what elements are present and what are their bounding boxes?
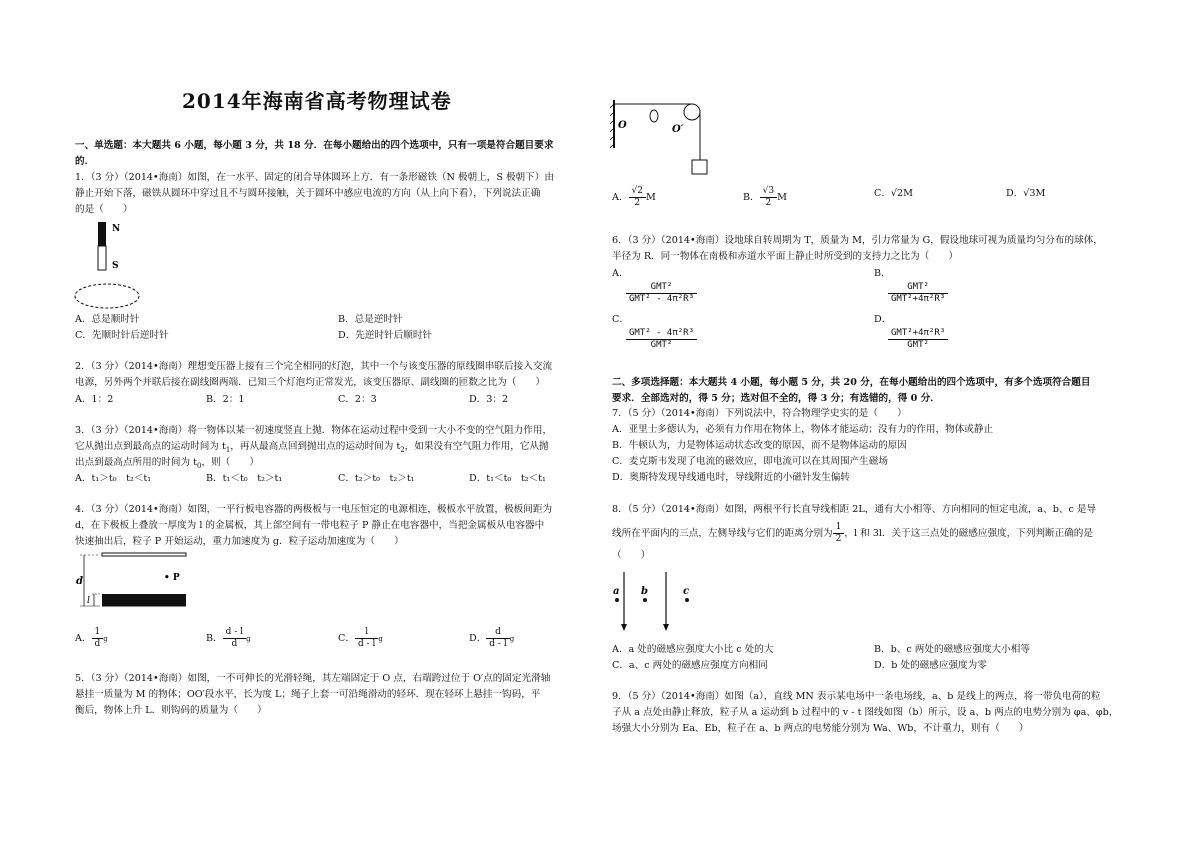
q5-option-a[interactable] xyxy=(612,186,656,209)
pulley xyxy=(684,104,700,120)
fraction-denominator: d - l xyxy=(357,639,376,649)
magnet-s-label: S xyxy=(112,261,119,271)
q6-option-c-fraction xyxy=(626,328,697,351)
q3-line3-part2: ，则（ ） xyxy=(201,457,260,468)
q5-option-b-fraction xyxy=(760,186,777,209)
q7-option-d[interactable]: D．奥斯特发现导线通电时，导线附近的小磁针发生偏转 xyxy=(612,472,850,483)
fraction-numerator: √3 xyxy=(760,186,777,198)
fraction-denominator: 2 xyxy=(765,198,772,208)
q1-option-a[interactable]: A．总是顺时针 xyxy=(75,314,140,325)
q6-line2: 半径为 R．同一物体在南极和赤道水平面上静止时所受到的支持力之比为（ ） xyxy=(612,251,959,262)
q8-line2 xyxy=(612,522,1093,545)
q1-line3: 的是（ ） xyxy=(75,204,133,215)
g-symbol: g xyxy=(246,635,251,643)
q4-line2: d，在下极板上叠放一厚度为 l 的金属板，其上部空间有一带电粒子 P 静止在电容器中，当把金属板从电容器中 xyxy=(75,520,545,531)
q4-option-d-fraction xyxy=(486,627,509,650)
point-b xyxy=(643,598,647,602)
fraction-denominator: 2 xyxy=(835,534,842,544)
q4-line3: 快速抽出后，粒子 P 开始运动，重力加速度为 g．粒子运动加速度为（ ） xyxy=(75,536,404,547)
q8-option-a[interactable]: A．a 处的磁感应强度大小比 c 处的大 xyxy=(612,644,774,655)
fraction-numerator: 1 xyxy=(833,522,845,534)
q9-line1: 9．（5 分）（2014•海南）如图（a），直线 MN 表示某电场中一条电场线，a、b 是线上的两点，将一带负电荷的粒 xyxy=(612,691,1101,702)
fraction-denominator: GMT² - 4π²R³ xyxy=(629,293,695,304)
magnet-s-pole xyxy=(98,246,106,270)
point-a xyxy=(615,598,619,602)
q4-option-c-label: C． xyxy=(338,633,355,644)
fraction-denominator: GMT² xyxy=(650,339,673,350)
light-ring xyxy=(650,110,658,122)
particle-p-label: • P xyxy=(164,573,180,583)
q6-option-a-label: A． xyxy=(612,268,629,279)
q5-option-b-label: B． xyxy=(743,192,760,203)
fraction-denominator: d xyxy=(231,639,238,649)
section2-heading-line1: 二、多项选择题：本大题共 4 小题，每小题 5 分，共 20 分，在每小题给出的四个选项中，有多个选项符合题目 xyxy=(612,377,1091,388)
q1-magnet-ring-figure xyxy=(70,216,160,316)
q3-option-d[interactable]: D．t₁＜t₀ t₂＜t₁ xyxy=(469,473,546,484)
q5-option-b[interactable] xyxy=(743,186,787,209)
q4-option-b-fraction xyxy=(223,627,246,650)
q6-option-c[interactable] xyxy=(612,312,697,351)
q6-option-d-label: D． xyxy=(874,314,892,325)
q9-line2: 子从 a 点处由静止释放，粒子从 a 运动到 b 过程中的 v - t 图线如图（b）所示，设 a、b 两点的电势分别为 φa、φb， xyxy=(612,707,1119,718)
q1-line2: 静止开始下落，磁铁从圆环中穿过且不与圆环接触，关于圆环中感应电流的方向（从上向下看），下列说法正确 xyxy=(75,188,541,199)
q3-option-c[interactable]: C．t₂＞t₀ t₂＞t₁ xyxy=(338,473,415,484)
point-a-label: a xyxy=(613,586,620,597)
q3-line1: 3．（3 分）（2014•海南）将一物体以某一初速度竖直上抛．物体在运动过程中受到一大小不变的空气阻力作用， xyxy=(75,425,553,436)
q6-option-d-fraction xyxy=(888,328,948,351)
fraction-numerator: GMT² - 4π²R³ xyxy=(626,328,697,340)
q5-option-a-fraction xyxy=(629,186,646,209)
q6-option-d[interactable] xyxy=(874,312,948,351)
q6-option-a[interactable] xyxy=(612,266,697,305)
q1-option-c[interactable]: C．先顺时针后逆时针 xyxy=(75,330,169,341)
metal-plate xyxy=(102,594,186,606)
q3-line2-part1: 它从抛出点到最高点的运动时间为 t xyxy=(75,441,226,452)
q6-option-b-fraction xyxy=(888,282,948,305)
point-b-label: b xyxy=(641,586,648,597)
q1-line1: 1．（3 分）（2014•海南）如图，在一水平、固定的闭合导体圆环上方．有一条形磁铁（N 极朝上，S 极朝下）由 xyxy=(75,172,554,183)
upper-plate xyxy=(102,553,186,556)
fraction-numerator: 1 xyxy=(92,627,104,639)
q4-option-a-label: A． xyxy=(75,633,92,644)
mass-m-block xyxy=(692,160,707,174)
q2-option-c[interactable]: C．2：3 xyxy=(338,394,377,405)
g-symbol: g xyxy=(378,635,383,643)
q2-line2: 电源，另外两个并联后接在副线圈两端．已知三个灯泡均正常发光，该变压器原、副线圈的匝数之比为（ ） xyxy=(75,377,546,388)
g-symbol: g xyxy=(103,635,108,643)
q7-option-a[interactable]: A．亚里士多德认为，必须有力作用在物体上，物体才能运动；没有力的作用，物体或静止 xyxy=(612,424,994,435)
q4-option-a-fraction xyxy=(92,627,104,650)
q8-line2-part1: 线所在平面内的三点，左侧导线与它们的距离分别为 xyxy=(612,528,833,539)
fraction-denominator: GMT²+4π²R³ xyxy=(891,293,946,304)
q8-wires-figure xyxy=(608,568,698,634)
q3-line2: 它从抛出点到最高点的运动时间为 $t_1$，再从最高点回到抛出点的运动时间为 $t_2$，如果没有空气阻力作用，它从抛 xyxy=(75,441,549,454)
magnet-n-label: N xyxy=(112,224,121,234)
q9-line3: 场强大小分别为 Ea、Eb，粒子在 a、b 两点的电势能分别为 Wa、Wb，不计重力，则有（ ） xyxy=(612,723,1029,734)
q3-line2-part3: ，如果没有空气阻力作用，它从抛 xyxy=(404,441,549,452)
section1-heading-line1: 一、单选题：本大题共 6 小题，每小题 3 分，共 18 分．在每小题给出的四个选项中，只有一项是符合题目要求 xyxy=(75,140,554,151)
q5-option-a-label: A． xyxy=(612,192,629,203)
q7-option-b[interactable]: B．牛顿认为，力是物体运动状态改变的原因，而不是物体运动的原因 xyxy=(612,440,907,451)
q4-option-c[interactable] xyxy=(338,627,383,650)
q3-line2-part2: ，再从最高点回到抛出点的运动时间为 t xyxy=(230,441,401,452)
q6-option-b[interactable] xyxy=(874,266,948,305)
q4-option-d-label: D． xyxy=(469,633,487,644)
q8-line2-part2: ，l 和 3l．关于这三点处的磁感应强度，下列判断正确的是 xyxy=(844,528,1093,539)
conducting-ring xyxy=(75,284,139,308)
fraction-numerator: √2 xyxy=(629,186,646,198)
m-symbol: M xyxy=(646,192,656,203)
q8-line1: 8．（5 分）（2014•海南）如图，两根平行长直导线相距 2L，通有大小相等、方向相同的恒定电流，a、b、c 是导 xyxy=(612,504,1097,515)
q4-option-c-fraction xyxy=(355,627,378,650)
q5-option-d[interactable]: D．√3M xyxy=(1006,188,1046,199)
l-label: l xyxy=(87,596,90,606)
page-title: 2014年海南省高考物理试卷 xyxy=(182,89,452,113)
q4-capacitor-figure xyxy=(70,550,200,614)
fraction-numerator: d - l xyxy=(223,627,246,639)
fraction-denominator: 2 xyxy=(634,198,641,208)
q2-option-d[interactable]: D．3：2 xyxy=(469,394,509,405)
fraction-numerator: GMT²+4π²R³ xyxy=(888,328,948,340)
q3-option-b[interactable]: B．t₁＜t₀ t₂＞t₁ xyxy=(206,473,283,484)
g-symbol: g xyxy=(509,635,515,643)
q5-line3: 衡后，物体上升 L．则钩码的质量为（ ） xyxy=(75,705,267,716)
fraction-numerator: GMT² xyxy=(626,282,697,294)
q3-line3: 出点到最高点所用的时间为 $t_0$，则（ ） xyxy=(75,457,260,470)
point-o-label: O xyxy=(618,120,627,131)
q8-option-d[interactable]: D．b 处的磁感应强度为零 xyxy=(874,660,987,671)
q3-line3-part1: 出点到最高点所用的时间为 t xyxy=(75,457,198,468)
q8-option-b[interactable]: B．b、c 两处的磁感应强度大小相等 xyxy=(874,644,1030,655)
magnet-n-pole xyxy=(98,222,106,246)
point-c-label: c xyxy=(683,586,690,597)
left-wire-current-arrow xyxy=(621,624,627,631)
q3-option-a[interactable]: A．t₁＞t₀ t₂＜t₁ xyxy=(75,473,152,484)
q4-option-b[interactable] xyxy=(206,627,251,650)
fraction-denominator: d xyxy=(94,639,101,649)
q8-line2-fraction xyxy=(833,522,845,545)
d-label: d xyxy=(76,576,83,587)
m-symbol: M xyxy=(777,192,787,203)
q5-option-c[interactable]: C．√2M xyxy=(874,188,913,199)
fraction-denominator: d - l xyxy=(489,639,507,649)
point-c xyxy=(685,598,689,602)
q8-line3: （ ） xyxy=(612,550,651,561)
fraction-denominator: GMT² xyxy=(907,339,929,350)
q2-option-b[interactable]: B．2：1 xyxy=(206,394,245,405)
q5-line2: 悬挂一质量为 M 的物体；OO′段水平，长为度 L；绳子上套一可沿绳滑动的轻环．现在轻环上悬挂一钩码，平 xyxy=(75,689,541,700)
q5-line1: 5．（3 分）（2014•海南）如图，一不可伸长的光滑轻绳，其左端固定于 O 点，右端跨过位于 O′点的固定光滑轴 xyxy=(75,673,551,684)
q4-line1: 4．（3 分）（2014•海南）如图，一平行板电容器的两极板与一电压恒定的电源相连，极板水平放置，极板间距为 xyxy=(75,504,553,515)
q6-option-b-label: B． xyxy=(874,268,891,279)
right-wire-current-arrow xyxy=(663,624,669,631)
q4-option-d[interactable] xyxy=(469,627,514,650)
q5-rope-pulley-figure xyxy=(610,98,720,178)
section1-heading-line2: 的． xyxy=(75,156,95,167)
fraction-numerator: l xyxy=(355,627,378,639)
q6-option-a-fraction xyxy=(626,282,697,305)
q2-option-a[interactable]: A．1：2 xyxy=(75,394,114,405)
q4-option-b-label: B． xyxy=(206,633,223,644)
q2-line1: 2．（3 分）（2014•海南）理想变压器上接有三个完全相同的灯泡，其中一个与该变压器的原线圈串联后接入交流 xyxy=(75,361,553,372)
q8-option-c[interactable]: C．a、c 两处的磁感应强度方向相同 xyxy=(612,660,768,671)
q6-option-c-label: C． xyxy=(612,314,629,325)
q1-option-b[interactable]: B．总是逆时针 xyxy=(338,314,403,325)
q6-line1: 6．（3 分）（2014•海南）设地球自转周期为 T，质量为 M，引力常量为 G，假设地球可视为质量均匀分布的球体， xyxy=(612,235,1103,246)
fraction-numerator: d xyxy=(486,627,509,639)
q7-option-c[interactable]: C．麦克斯韦发现了电流的磁效应，即电流可以在其周围产生磁场 xyxy=(612,456,888,467)
point-o-prime-label: O′ xyxy=(672,124,684,135)
fraction-numerator: GMT² xyxy=(888,282,948,294)
q1-option-d[interactable]: D．先逆时针后顺时针 xyxy=(338,330,433,341)
q4-option-a[interactable] xyxy=(75,627,108,650)
section2-heading-line2: 要求．全部选对的，得 5 分；选对但不全的，得 3 分；有选错的，得 0 分． xyxy=(612,393,940,404)
q7-line1: 7．（5 分）（2014•海南）下列说法中，符合物理学史实的是（ ） xyxy=(612,408,907,419)
